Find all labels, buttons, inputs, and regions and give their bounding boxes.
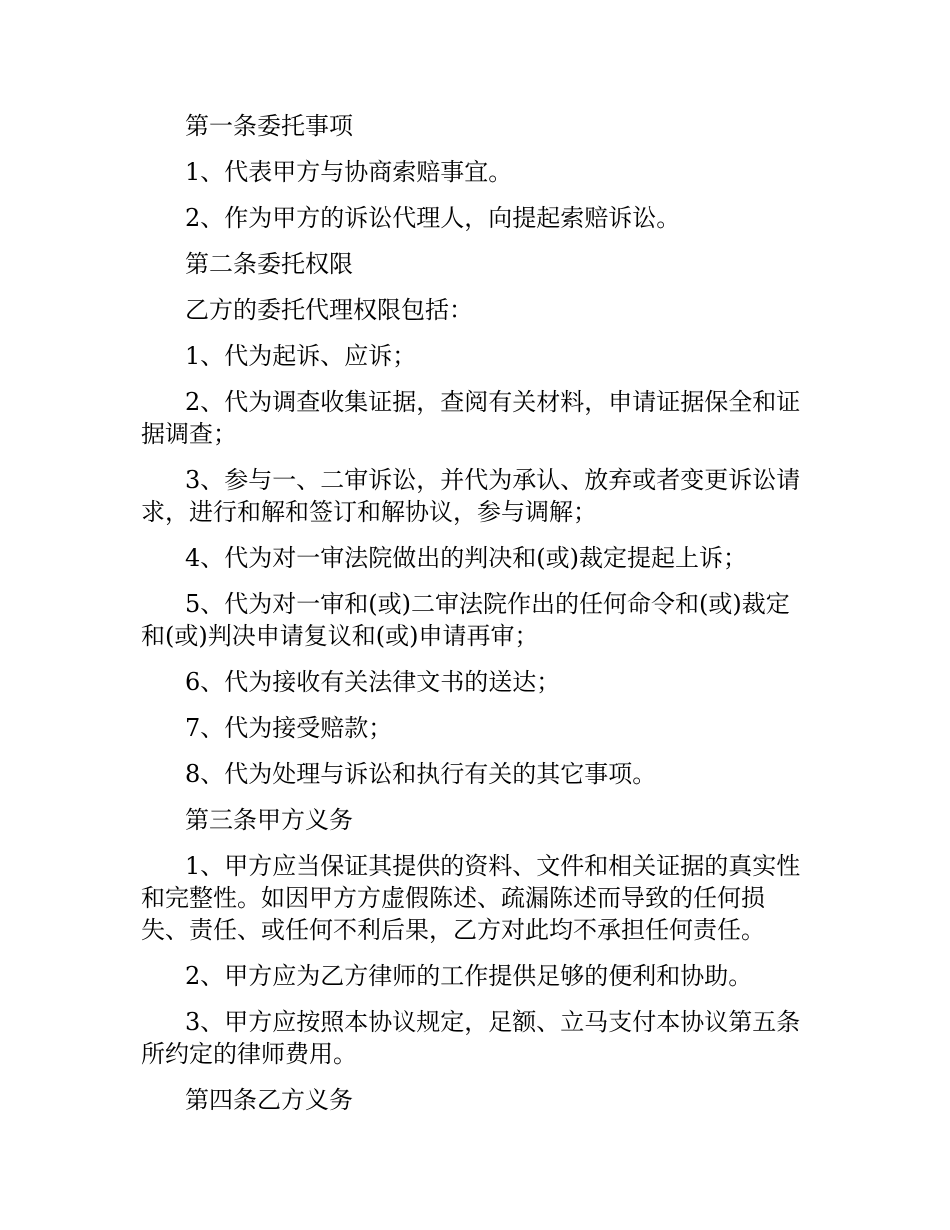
document-body	[141, 110, 801, 1130]
paragraph: 乙方的委托代理权限包括：	[185, 296, 473, 324]
paragraph: 1、甲方应当保证其提供的资料、文件和相关证据的真实性和完整性。如因甲方方虚假陈述、疏漏陈述而导致的任何损失、责任、或任何不利后果，乙方对此均不承担任何责任。	[141, 852, 801, 944]
paragraph: 1、代表甲方与协商索赔事宜。	[185, 158, 513, 186]
section-heading-4: 第四条乙方义务	[185, 1086, 353, 1114]
section-heading-3: 第三条甲方义务	[185, 806, 353, 834]
section-heading-1: 第一条委托事项	[185, 112, 353, 140]
paragraph: 8、代为处理与诉讼和执行有关的其它事项。	[185, 760, 657, 788]
section-heading-2: 第二条委托权限	[185, 250, 353, 278]
paragraph: 3、参与一、二审诉讼，并代为承认、放弃或者变更诉讼请求，进行和解和签订和解协议，参与调解；	[141, 466, 801, 526]
paragraph: 6、代为接收有关法律文书的送达；	[185, 668, 561, 696]
paragraph: 1、代为起诉、应诉；	[185, 342, 417, 370]
paragraph: 5、代为对一审和(或)二审法院作出的任何命令和(或)裁定和(或)判决申请复议和(或)申请再审；	[141, 590, 790, 650]
paragraph: 7、代为接受赔款；	[185, 714, 393, 742]
paragraph: 2、作为甲方的诉讼代理人，向提起索赔诉讼。	[185, 204, 681, 232]
paragraph: 2、代为调查收集证据，查阅有关材料，申请证据保全和证据调查；	[141, 388, 801, 448]
paragraph: 3、甲方应按照本协议规定，足额、立马支付本协议第五条所约定的律师费用。	[141, 1008, 801, 1068]
paragraph: 4、代为对一审法院做出的判决和(或)裁定提起上诉；	[185, 544, 747, 572]
paragraph: 2、甲方应为乙方律师的工作提供足够的便利和协助。	[185, 962, 753, 990]
